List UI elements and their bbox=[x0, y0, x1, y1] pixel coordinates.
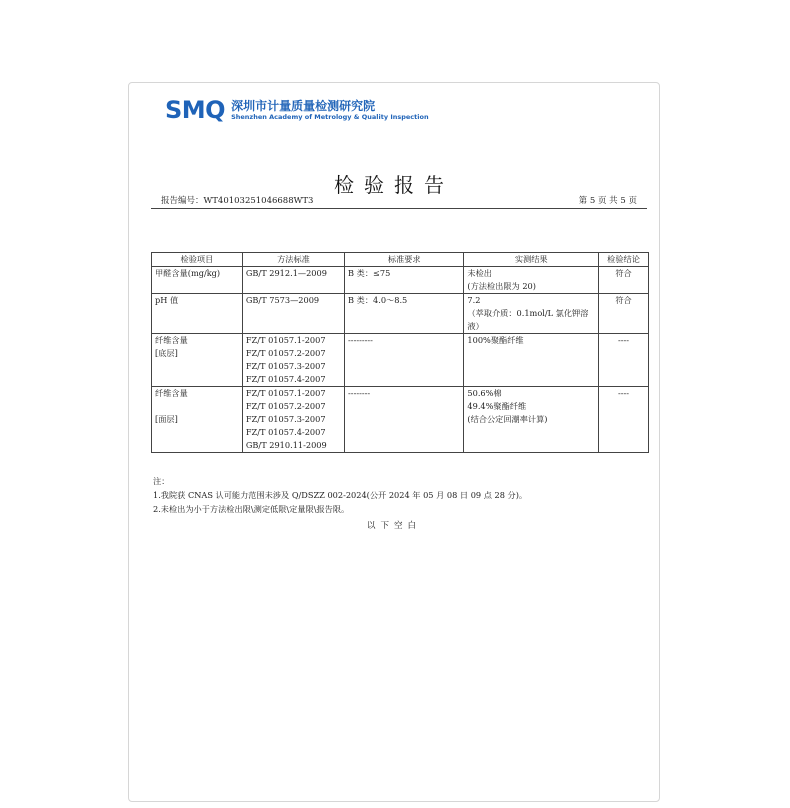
cell-line: 纤维含量 bbox=[155, 335, 188, 345]
cell-line: GB/T 2910.11-2009 bbox=[245, 440, 327, 450]
table-row bbox=[152, 387, 649, 453]
cell-requirement: -------- bbox=[345, 387, 464, 453]
cell-line: [面层] bbox=[155, 414, 178, 424]
cell-line: 纤维含量 bbox=[155, 388, 188, 398]
note-line: 2.未检出为小于方法检出限\测定低限\定量限\报告限。 bbox=[153, 504, 350, 514]
cell-item bbox=[152, 334, 243, 387]
cell-item bbox=[152, 267, 243, 294]
blank-end-marker: 以下空白 bbox=[366, 521, 421, 531]
note-line: 1.我院获 CNAS 认可能力范围未涉及 Q/DSZZ 002-2024(公开 2024 年 05 月 08 日 09 点 28 分)。 bbox=[153, 490, 528, 500]
cell-line: GB/T 2912.1—2009 bbox=[245, 268, 327, 278]
cell-line: FZ/T 01057.4-2007 bbox=[245, 374, 326, 384]
header-requirement: 标准要求 bbox=[345, 253, 464, 267]
cell-line: (结合公定回潮率计算) bbox=[467, 414, 548, 424]
cell-line: FZ/T 01057.2-2007 bbox=[245, 348, 326, 358]
cell-item bbox=[152, 294, 243, 334]
cell-requirement: B 类：≤75 bbox=[345, 267, 464, 294]
cell-line: FZ/T 01057.4-2007 bbox=[245, 427, 326, 437]
header-result: 实测结果 bbox=[464, 253, 599, 267]
report-page bbox=[128, 82, 660, 802]
table-row bbox=[152, 294, 649, 334]
cell-line: 7.2 bbox=[467, 295, 481, 305]
cell-line: pH 值 bbox=[155, 295, 179, 305]
cell-line: FZ/T 01057.1-2007 bbox=[245, 388, 326, 398]
cell-line: 未检出 bbox=[467, 268, 492, 278]
results-table bbox=[151, 252, 649, 453]
cell-conclusion: ---- bbox=[599, 334, 649, 387]
cell-line bbox=[155, 400, 239, 413]
org-name-en: Shenzhen Academy of Metrology & Quality Inspection bbox=[231, 112, 429, 121]
cell-result bbox=[464, 267, 599, 294]
table-row bbox=[152, 267, 649, 294]
logo-mark: SMQ bbox=[165, 96, 226, 124]
header-conclusion: 检验结论 bbox=[599, 253, 649, 267]
cell-item bbox=[152, 387, 243, 453]
cell-method bbox=[242, 267, 344, 294]
header-method: 方法标准 bbox=[242, 253, 344, 267]
cell-line: [底层] bbox=[155, 348, 178, 358]
cell-requirement: --------- bbox=[345, 334, 464, 387]
cell-line: (方法检出限为 20) bbox=[467, 281, 536, 291]
cell-method bbox=[242, 334, 344, 387]
cell-line: FZ/T 01057.1-2007 bbox=[245, 335, 326, 345]
cell-conclusion: 符合 bbox=[599, 267, 649, 294]
cell-line: GB/T 7573—2009 bbox=[245, 295, 320, 305]
cell-result bbox=[464, 387, 599, 453]
cell-line: FZ/T 01057.2-2007 bbox=[245, 401, 326, 411]
cell-conclusion: ---- bbox=[599, 387, 649, 453]
table-header-row bbox=[152, 253, 649, 267]
page-number: 第 5 页 共 5 页 bbox=[578, 196, 637, 206]
cell-conclusion: 符合 bbox=[599, 294, 649, 334]
cell-result bbox=[464, 334, 599, 387]
cell-line: 50.6%棉 bbox=[467, 388, 502, 398]
cell-line: 100%聚酯纤维 bbox=[467, 335, 524, 345]
header-divider bbox=[151, 208, 647, 209]
cell-requirement: B 类：4.0～8.5 bbox=[345, 294, 464, 334]
header-item: 检验项目 bbox=[152, 253, 243, 267]
cell-line: FZ/T 01057.3-2007 bbox=[245, 361, 326, 371]
report-title: 检验报告 bbox=[334, 173, 454, 197]
cell-method bbox=[242, 294, 344, 334]
org-logo bbox=[165, 93, 429, 127]
cell-line: （萃取介质：0.1mol/L 氯化钾溶液） bbox=[467, 308, 589, 331]
report-number: 报告编号：WT40103251046688WT3 bbox=[161, 196, 314, 206]
cell-method bbox=[242, 387, 344, 453]
cell-line: 49.4%聚酯纤维 bbox=[467, 401, 527, 411]
cell-line: 甲醛含量(mg/kg) bbox=[155, 268, 221, 278]
notes-label: 注： bbox=[153, 476, 170, 486]
cell-line: FZ/T 01057.3-2007 bbox=[245, 414, 326, 424]
cell-result bbox=[464, 294, 599, 334]
notes bbox=[153, 474, 527, 516]
table-row bbox=[152, 334, 649, 387]
org-name-cn: 深圳市计量质量检测研究院 bbox=[231, 98, 376, 113]
